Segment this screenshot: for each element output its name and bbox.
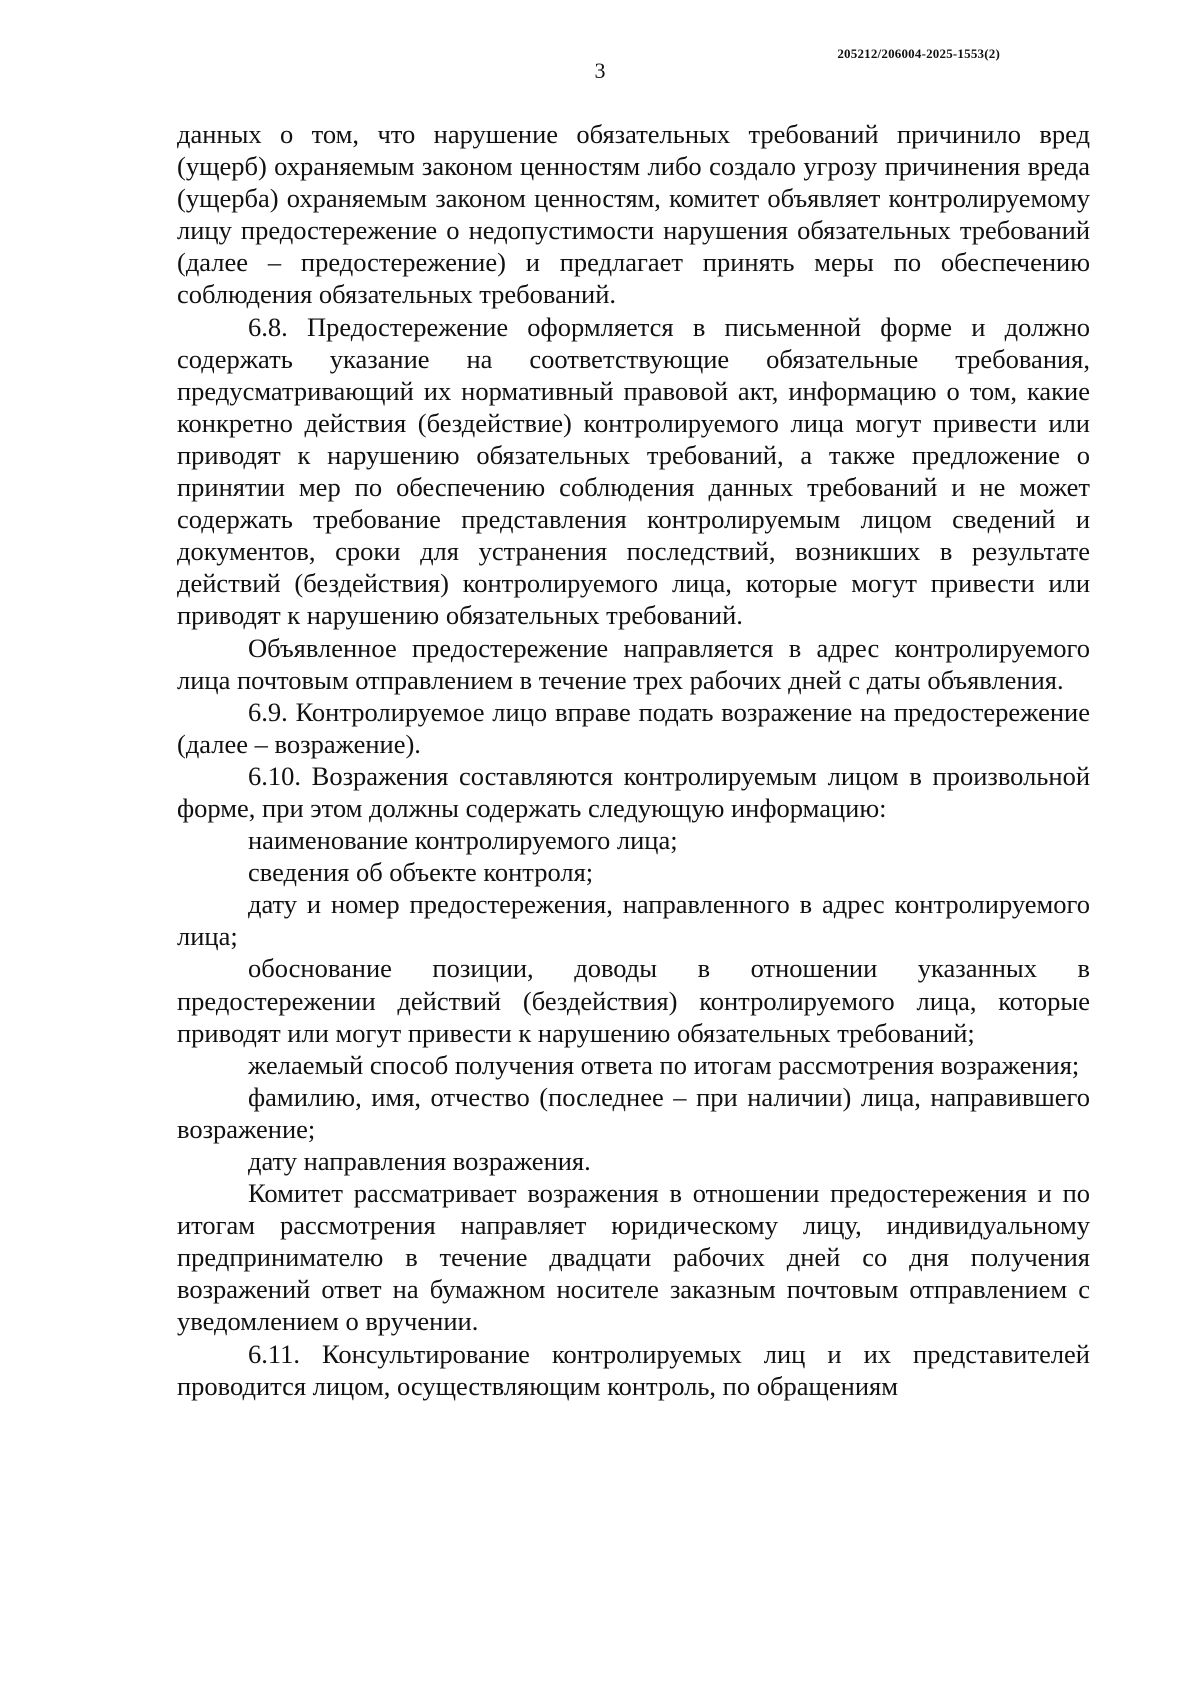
- list-item-date-number: дату и номер предостережения, направленного в адрес контролируемого лица;: [177, 889, 1090, 952]
- list-item-full-name: фамилию, имя, отчество (последнее – при наличии) лица, направившего возражение;: [177, 1081, 1090, 1144]
- list-item-object: сведения об объекте контроля;: [248, 857, 594, 888]
- paragraph-6-10: 6.10. Возражения составляются контролируемым лицом в произвольной форме, при этом должны содержать следующую информацию:: [177, 760, 1090, 823]
- document-registration-number: 205212/206004-2025-1553(2): [837, 46, 1000, 61]
- paragraph-warning-sent: Объявленное предостережение направляется в адрес контролируемого лица почтовым отправлением в течение трех рабочих дней с даты объявления.: [177, 632, 1090, 695]
- paragraph-continuation: данных о том, что нарушение обязательных требований причинило вред (ущерб) охраняемым законом ценностям либо создало угрозу причинения вреда (ущерба) охраняемым законом ценностям, комитет объявляет контролируемому лицу предостережение о недопустимости нарушения обязательных требований (далее – предостережение) и предлагает принять меры по обеспечению соблюдения обязательных требований.: [177, 119, 1090, 310]
- document-body: [177, 118, 1090, 1402]
- list-item-justification: обоснование позиции, доводы в отношении указанных в предостережении действий (бездействия) контролируемого лица, которые приводят или могут привести к нарушению обязательных требований;: [177, 953, 1090, 1048]
- paragraph-6-9: 6.9. Контролируемое лицо вправе подать возражение на предостережение (далее – возражение).: [177, 696, 1090, 759]
- page-number: 3: [594, 58, 606, 83]
- list-item-name: наименование контролируемого лица;: [248, 825, 678, 856]
- list-item-submission-date: дату направления возражения.: [248, 1146, 591, 1176]
- paragraph-6-8: 6.8. Предостережение оформляется в письменной форме и должно содержать указание на соответствующие обязательные требования, предусматривающий их нормативный правовой акт, информацию о том, какие конкретно действия (бездействие) контролируемого лица могут привести или приводят к нарушению обязательных требований, а также предложение о принятии мер по обеспечению соблюдения данных требований и не может содержать требование представления контролируемым лицом сведений и документов, сроки для устранения последствий, возникших в результате действий (бездействия) контролируемого лица, которые могут привести или приводят к нарушению обязательных требований.: [177, 311, 1090, 631]
- list-item-response-method: желаемый способ получения ответа по итогам рассмотрения возражения;: [248, 1049, 1080, 1080]
- paragraph-6-11: 6.11. Консультирование контролируемых лиц и их представителей проводится лицом, осуществляющим контроль, по обращениям: [177, 1338, 1090, 1401]
- paragraph-committee-review: Комитет рассматривает возражения в отношении предостережения и по итогам рассмотрения направляет юридическому лицу, индивидуальному предпринимателю в течение двадцати рабочих дней со дня получения возражений ответ на бумажном носителе заказным почтовым отправлением с уведомлением о вручении.: [177, 1178, 1090, 1337]
